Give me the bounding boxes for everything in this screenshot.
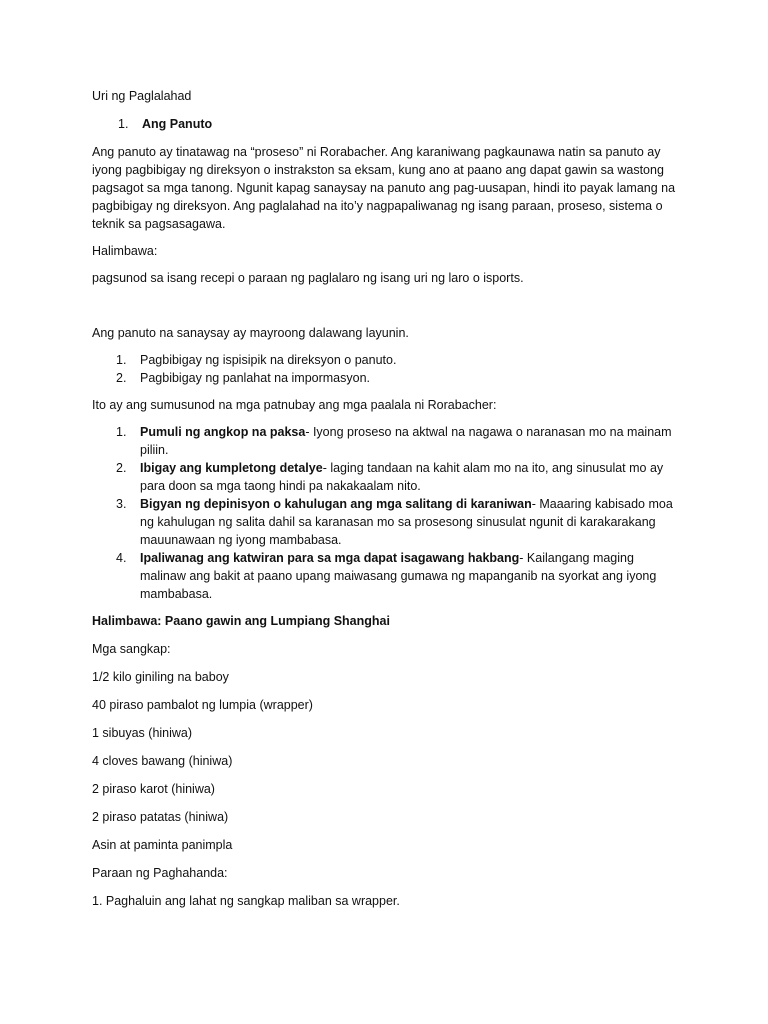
guideline-body: - Maaaring kabisado moa ng kahulugan ng salita dahil sa karanasan mo sa prosesong sinusulat ngunit di karakarakang mauunawaan ng iyong mambabasa. [140,497,673,547]
goals-intro: Ang panuto na sanaysay ay mayroong dalawang layunin. [92,326,409,340]
list-text [140,459,676,495]
list-text [140,423,676,459]
list-item [92,495,676,549]
list-number: 2. [116,461,127,475]
guideline-title: Ipaliwanag ang katwiran para sa mga dapat isagawang hakbang [140,551,520,565]
list-number: 1. [116,353,127,367]
section-heading [92,115,676,133]
list-item [92,423,676,459]
guideline-body: - Iyong proseso na aktwal na nagawa o naranasan mo na mainam piliin. [140,425,672,457]
list-number: 2. [116,371,127,385]
ingredient-item: 1/2 kilo giniling na baboy [92,670,229,684]
list-item [92,369,676,387]
list-text: Pagbibigay ng ispisipik na direksyon o panuto. [140,353,397,367]
list-text [140,549,676,603]
guideline-title: Bigyan ng depinisyon o kahulugan ang mga salitang di karaniwan [140,497,532,511]
example-label: Halimbawa: [92,244,158,258]
ingredient-item: 4 cloves bawang (hiniwa) [92,754,233,768]
ingredients-label: Mga sangkap: [92,642,171,656]
guideline-body: - Kailangang maging malinaw ang bakit at paano upang maiwasang gumawa ng mapanganib na syorkat ang iyong mambabasa. [140,551,657,601]
guidelines-list [92,423,676,603]
recipe-title: Halimbawa: Paano gawin ang Lumpiang Shanghai [92,614,390,628]
procedure-step: 1. Paghaluin ang lahat ng sangkap maliban sa wrapper. [92,894,400,908]
list-number: 1. [116,425,127,439]
list-text [140,495,676,549]
ingredient-item: Asin at paminta panimpla [92,838,233,852]
list-item [92,351,676,369]
ingredient-item: 2 piraso patatas (hiniwa) [92,810,229,824]
list-number: 4. [116,551,127,565]
guides-intro: Ito ay ang sumusunod na mga patnubay ang mga paalala ni Rorabacher: [92,398,497,412]
list-text: Pagbibigay ng panlahat na impormasyon. [140,371,371,385]
example-text: pagsunod sa isang recepi o paraan ng paglalaro ng isang uri ng laro o isports. [92,271,524,285]
section-number: 1. [118,117,129,131]
guideline-title: Pumuli ng angkop na paksa [140,425,306,439]
goals-list [92,351,676,387]
section-label: Ang Panuto [142,117,213,131]
list-number: 3. [116,497,127,511]
list-item [92,549,676,603]
spacer [92,296,676,324]
intro-paragraph: Ang panuto ay tinatawag na “proseso” ni Rorabacher. Ang karaniwang pagkaunawa natin sa panuto ay iyong pagbibigay ng direksyon o instrakston sa eksam, kung ano at paano ang dapat gawin sa wastong pagsagot sa mga tanong. Ngunit kapag sanaysay na panuto ang pag-uusapan, hindi ito payak lamang na pagbibigay ng direksyon. Ang paglalahad na ito’y nagpapaliwanag ng isang paraan, proseso, sistema o teknik sa pagsasagawa. [92,145,676,231]
list-item [92,459,676,495]
guideline-title: Ibigay ang kumpletong detalye [140,461,323,475]
procedure-label: Paraan ng Paghahanda: [92,866,228,880]
ingredient-item: 2 piraso karot (hiniwa) [92,782,215,796]
page-title: Uri ng Paglalahad [92,89,192,103]
guideline-body: - laging tandaan na kahit alam mo na ito, ang sinusulat mo ay para doon sa mga taong hindi pa nakakaalam nito. [140,461,664,493]
ingredient-item: 1 sibuyas (hiniwa) [92,726,193,740]
ingredient-item: 40 piraso pambalot ng lumpia (wrapper) [92,698,313,712]
